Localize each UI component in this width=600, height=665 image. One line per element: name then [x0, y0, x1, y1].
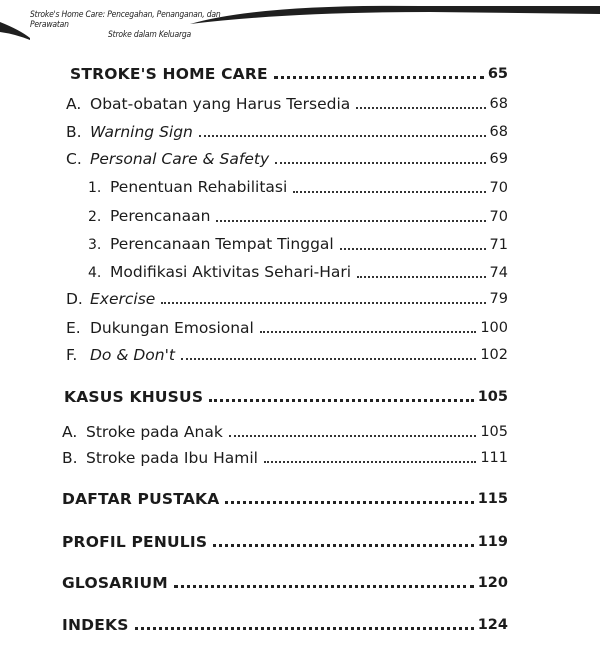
toc-page: 124 — [477, 617, 508, 633]
toc-num: F. — [66, 346, 78, 364]
dot-leader — [229, 435, 476, 437]
toc-page: 74 — [489, 265, 508, 281]
toc-subentry[interactable] — [88, 261, 508, 283]
toc-page: 65 — [487, 66, 508, 82]
toc-title: GLOSARIUM — [62, 574, 168, 592]
dot-leader — [209, 399, 474, 402]
toc-page: 68 — [489, 124, 508, 140]
toc-page: 69 — [489, 151, 508, 167]
toc-entry-daftar-pustaka[interactable] — [62, 487, 508, 509]
dot-leader — [161, 302, 485, 304]
dot-leader — [225, 501, 473, 504]
toc-num: D. — [66, 290, 83, 308]
toc-title: Stroke pada Anak — [86, 423, 223, 441]
toc-title: KASUS KHUSUS — [64, 388, 204, 406]
toc-page: 68 — [489, 96, 508, 112]
toc-num: C. — [66, 150, 82, 168]
toc-page: 79 — [489, 291, 508, 307]
toc-num: A. — [62, 423, 78, 441]
dot-leader — [340, 248, 486, 250]
toc-page: 105 — [477, 389, 508, 405]
dot-leader — [135, 627, 474, 630]
toc-entry[interactable] — [66, 316, 508, 338]
toc-num: 1. — [88, 180, 102, 196]
toc-subentry[interactable] — [88, 233, 508, 255]
toc-page: 120 — [477, 575, 508, 591]
running-title-line1: Stroke's Home Care: Pencegahan, Penanganan, dan Perawatan — [30, 10, 221, 30]
toc-page: 105 — [480, 424, 508, 440]
toc-page: 70 — [489, 180, 508, 196]
toc-title: Perencanaan Tempat Tinggal — [110, 235, 334, 253]
toc-title: Dukungan Emosional — [90, 319, 254, 337]
toc-entry-glosarium[interactable] — [62, 571, 508, 593]
dot-leader — [260, 331, 476, 333]
toc-entry[interactable] — [66, 343, 508, 365]
toc-entry[interactable] — [62, 420, 508, 442]
toc-num: A. — [66, 95, 82, 113]
toc-title: Perencanaan — [110, 207, 211, 225]
dot-leader — [181, 358, 476, 360]
dot-leader — [264, 461, 476, 463]
toc-page: 100 — [480, 320, 508, 336]
dot-leader — [357, 276, 485, 278]
toc-title: INDEKS — [62, 616, 129, 634]
running-title-line2: Stroke dalam Keluarga — [108, 30, 192, 40]
toc-num: 4. — [88, 265, 102, 281]
dot-leader — [274, 76, 484, 79]
toc-title: STROKE'S HOME CARE — [70, 65, 268, 83]
toc-title: Exercise — [90, 290, 156, 308]
toc-page: 71 — [489, 237, 508, 253]
toc-title: Modifikasi Aktivitas Sehari-Hari — [110, 263, 352, 281]
dot-leader — [216, 220, 485, 222]
toc-title: Do & Don't — [90, 346, 175, 364]
toc-entry-stroke-home-care[interactable] — [70, 62, 508, 84]
toc-page: 70 — [489, 209, 508, 225]
toc-entry[interactable] — [66, 147, 508, 169]
toc-title: Warning Sign — [90, 123, 193, 141]
toc-page: 111 — [480, 450, 508, 466]
dot-leader — [213, 544, 474, 547]
toc-title: Stroke pada Ibu Hamil — [86, 449, 258, 467]
toc-subentry[interactable] — [88, 176, 508, 198]
toc-page: 102 — [480, 347, 508, 363]
dot-leader — [199, 135, 486, 137]
dot-leader — [356, 107, 485, 109]
toc-title: Obat-obatan yang Harus Tersedia — [90, 95, 351, 113]
toc-num: 3. — [88, 237, 102, 253]
dot-leader — [293, 191, 485, 193]
toc-entry[interactable] — [66, 287, 508, 309]
toc-entry[interactable] — [66, 92, 508, 114]
toc-subentry[interactable] — [88, 205, 508, 227]
toc-title: Penentuan Rehabilitasi — [110, 178, 288, 196]
toc-entry-indeks[interactable] — [62, 613, 508, 635]
toc-entry-kasus-khusus[interactable] — [64, 385, 508, 407]
toc-entry-profil-penulis[interactable] — [62, 530, 508, 552]
toc-title: Personal Care & Safety — [90, 150, 270, 168]
dot-leader — [275, 162, 485, 164]
toc-entry[interactable] — [62, 446, 508, 468]
toc-num: E. — [66, 319, 81, 337]
toc-page: 115 — [477, 491, 508, 507]
toc-num: B. — [62, 449, 78, 467]
toc-title: DAFTAR PUSTAKA — [62, 490, 220, 508]
toc-page: 119 — [477, 534, 508, 550]
dot-leader — [174, 585, 474, 588]
toc-num: B. — [66, 123, 82, 141]
toc-num: 2. — [88, 209, 102, 225]
toc-entry[interactable] — [66, 120, 508, 142]
toc-title: PROFIL PENULIS — [62, 533, 208, 551]
